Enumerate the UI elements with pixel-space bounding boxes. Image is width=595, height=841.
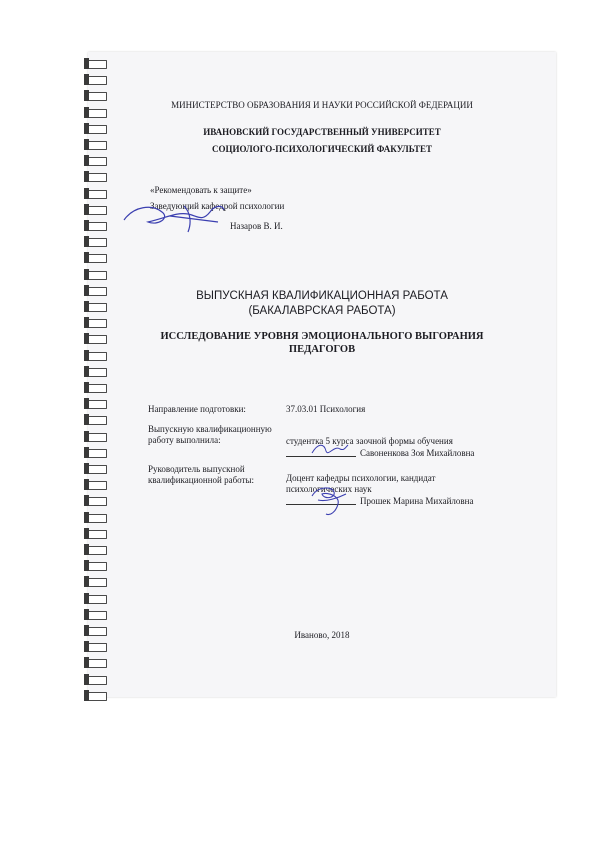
binding-tab — [88, 206, 107, 215]
work-title-line1: ИССЛЕДОВАНИЕ УРОВНЯ ЭМОЦИОНАЛЬНОГО ВЫГОРАНИЯ — [160, 331, 484, 342]
binding-tab — [88, 76, 107, 85]
binding-tab — [88, 319, 107, 328]
binding-tab — [88, 141, 107, 150]
direction-label: Направление подготовки: — [148, 404, 246, 414]
head-name: Назаров В. И. — [230, 221, 283, 231]
binding-tab — [88, 287, 107, 296]
binding-tab — [88, 125, 107, 134]
binding-tab — [88, 60, 107, 69]
binding-tab — [88, 190, 107, 199]
title-page — [88, 52, 556, 697]
head-of-dept: Заведующий кафедрой психологии — [150, 201, 285, 211]
binding-tab — [88, 676, 107, 685]
direction-value: 37.03.01 Психология — [286, 404, 366, 414]
binding-tab — [88, 514, 107, 523]
binding-tab — [88, 157, 107, 166]
binding-tab — [88, 109, 107, 118]
author-value: студентка 5 курса заочной формы обучения — [286, 436, 453, 446]
supervisor-value-1: Доцент кафедры психологии, кандидат — [286, 473, 436, 483]
supervisor-signature — [308, 482, 352, 518]
binding-tab — [88, 578, 107, 587]
university-name: ИВАНОВСКИЙ ГОСУДАРСТВЕННЫЙ УНИВЕРСИТЕТ — [203, 127, 441, 137]
binding-tab — [88, 352, 107, 361]
supervisor-value-2: психологических наук — [286, 484, 372, 494]
work-type-line1: ВЫПУСКНАЯ КВАЛИФИКАЦИОННАЯ РАБОТА — [196, 290, 448, 302]
work-type-line2: (БАКАЛАВРСКАЯ РАБОТА) — [248, 305, 396, 317]
author-signature — [310, 441, 350, 459]
supervisor-label-1: Руководитель выпускной — [148, 464, 245, 474]
faculty-name: СОЦИОЛОГО-ПСИХОЛОГИЧЕСКИЙ ФАКУЛЬТЕТ — [211, 144, 433, 154]
binding-tab — [88, 303, 107, 312]
binding-tab — [88, 627, 107, 636]
binding-tab — [88, 643, 107, 652]
binding-tab — [88, 562, 107, 571]
binding-tab — [88, 384, 107, 393]
author-label-2: работу выполнила: — [148, 435, 221, 445]
binding-tab — [88, 449, 107, 458]
binding-tab — [88, 611, 107, 620]
spiral-binding — [88, 52, 110, 697]
work-title-line2: ПЕДАГОГОВ — [288, 344, 356, 355]
binding-tab — [88, 416, 107, 425]
binding-tab — [88, 238, 107, 247]
binding-tab — [88, 659, 107, 668]
recommend-line: «Рекомендовать к защите» — [150, 185, 252, 195]
binding-tab — [88, 433, 107, 442]
author-label-1: Выпускную квалификационную — [148, 424, 272, 434]
city-year: Иваново, 2018 — [294, 630, 350, 640]
ministry-line: МИНИСТЕРСТВО ОБРАЗОВАНИЯ И НАУКИ РОССИЙСКОЙ ФЕДЕРАЦИИ — [171, 100, 473, 110]
binding-tab — [88, 173, 107, 182]
binding-tab — [88, 400, 107, 409]
binding-tab — [88, 692, 107, 701]
supervisor-name: Прошек Марина Михайловна — [360, 496, 474, 506]
binding-tab — [88, 595, 107, 604]
binding-tab — [88, 222, 107, 231]
binding-tab — [88, 465, 107, 474]
binding-tab — [88, 368, 107, 377]
binding-tab — [88, 92, 107, 101]
binding-tab — [88, 546, 107, 555]
binding-tab — [88, 481, 107, 490]
supervisor-label-2: квалификационной работы: — [148, 475, 255, 485]
binding-tab — [88, 497, 107, 506]
binding-tab — [88, 530, 107, 539]
binding-tab — [88, 271, 107, 280]
author-name: Савоненкова Зоя Михайловна — [360, 448, 475, 458]
binding-tab — [88, 254, 107, 263]
head-signature — [118, 192, 228, 237]
binding-tab — [88, 335, 107, 344]
